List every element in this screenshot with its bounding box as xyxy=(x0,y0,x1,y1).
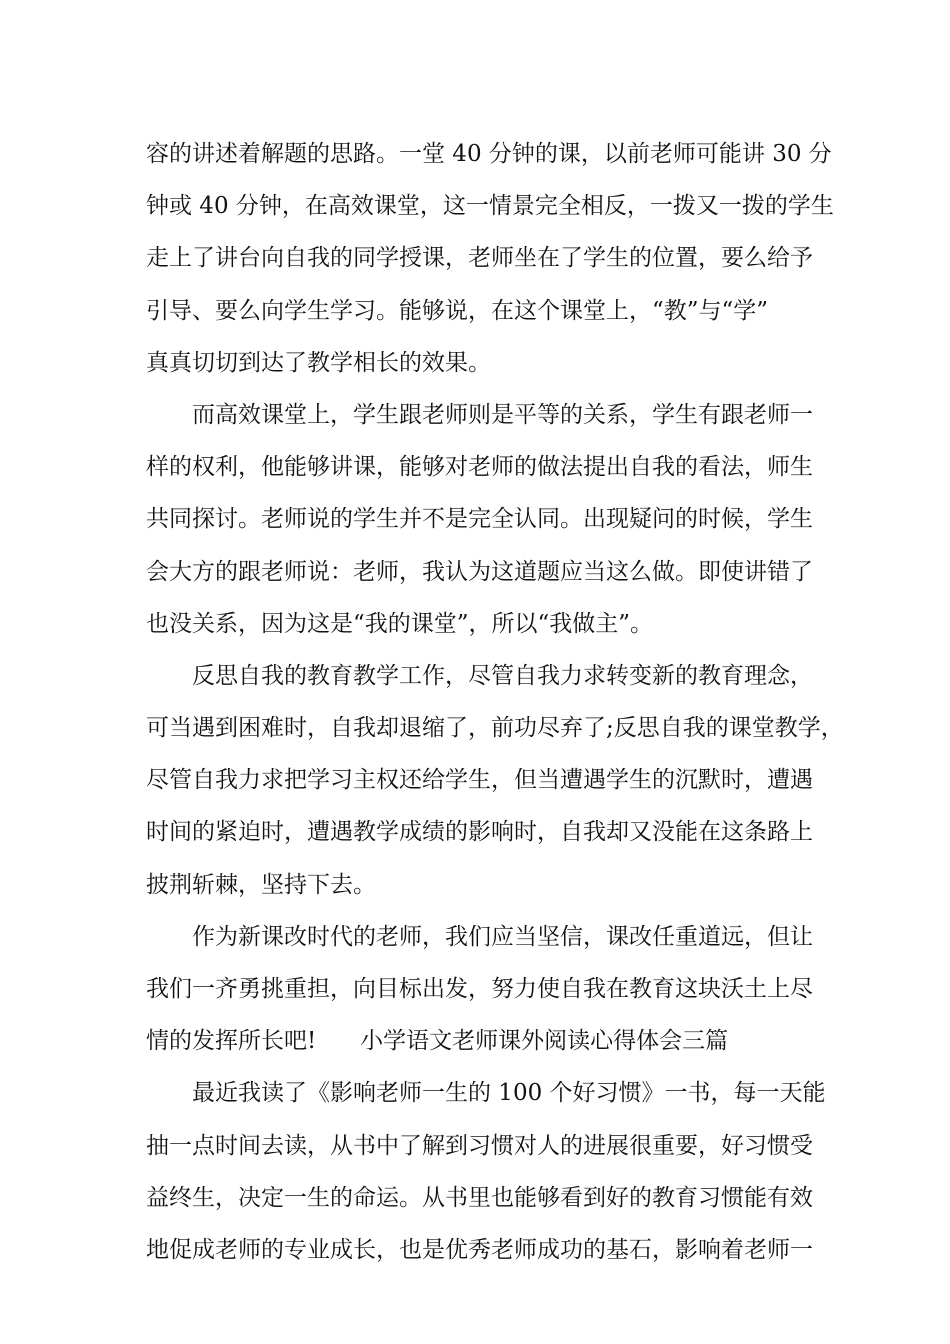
text-line: 披荆斩棘，坚持下去。 xyxy=(146,871,376,898)
text-line: 也没关系，因为这是“我的课堂”，所以“我做主”。 xyxy=(146,610,654,637)
text-line: 可当遇到困难时，自我却退缩了，前功尽弃了;反思自我的课堂教学， xyxy=(146,715,844,742)
paragraph-start-line: 反思自我的教育教学工作，尽管自我力求转变新的教育理念， xyxy=(192,662,813,689)
paragraph-start-line: 作为新课改时代的老师，我们应当坚信，课改任重道远，但让 xyxy=(192,923,813,950)
text-line: 地促成老师的专业成长，也是优秀老师成功的基石，影响着老师一 xyxy=(146,1236,813,1263)
text-line: 容的讲述着解题的思路。一堂 40 分钟的课，以前老师可能讲 30 分 xyxy=(146,141,832,167)
paragraph-start-line: 最近我读了《影响老师一生的 100 个好习惯》一书，每一天能 xyxy=(192,1080,826,1107)
text-line: 我们一齐勇挑重担，向目标出发，努力使自我在教育这块沃土上尽 xyxy=(146,976,813,1002)
text-line: 钟或 40 分钟，在高效课堂，这一情景完全相反，一拨又一拨的学生 xyxy=(146,193,834,220)
text-line: 真真切切到达了教学相长的效果。 xyxy=(146,349,491,376)
body-text xyxy=(146,128,844,1276)
text-line: 时间的紧迫时，遭遇教学成绩的影响时，自我却又没能在这条路上 xyxy=(146,819,813,846)
text-line: 尽管自我力求把学习主权还给学生，但当遭遇学生的沉默时，遭遇 xyxy=(146,767,813,794)
text-line: 抽一点时间去读，从书中了解到习惯对人的进展很重要，好习惯受 xyxy=(146,1132,813,1159)
text-line: 引导、要么向学生学习。能够说，在这个课堂上，“教”与“学” xyxy=(146,297,769,324)
text-line: 走上了讲台向自我的同学授课，老师坐在了学生的位置，要么给予 xyxy=(146,245,813,272)
text-line: 益终生，决定一生的命运。从书里也能够看到好的教育习惯能有效 xyxy=(146,1184,813,1211)
text-line: 情的发挥所长吧! 小学语文老师课外阅读心得体会三篇 xyxy=(146,1028,729,1055)
paragraph-start-line: 而高效课堂上，学生跟老师则是平等的关系，学生有跟老师一 xyxy=(192,401,813,428)
text-line: 样的权利，他能够讲课，能够对老师的做法提出自我的看法，师生 xyxy=(146,454,813,481)
text-line: 会大方的跟老师说：老师，我认为这道题应当这么做。即使讲错了 xyxy=(146,558,813,585)
text-line: 共同探讨。老师说的学生并不是完全认同。出现疑问的时候，学生 xyxy=(146,506,813,533)
